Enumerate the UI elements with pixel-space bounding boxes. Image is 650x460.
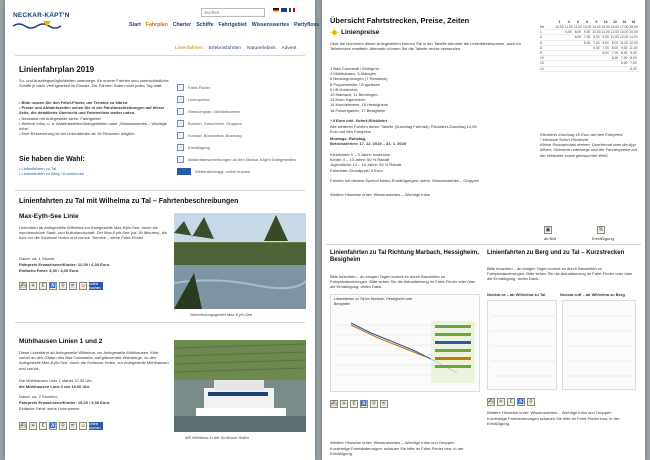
subnav-linienfahrten[interactable]: Linienfahrten bbox=[175, 46, 203, 51]
trip1-dauer: Dauer: ca. 1 Stunde bbox=[19, 256, 55, 261]
ticket-icon bbox=[177, 120, 184, 127]
table-cell bbox=[601, 56, 610, 60]
stop-item: 4 Mühlhausen, 5 Aldingen bbox=[330, 71, 377, 77]
berg-chart bbox=[563, 301, 637, 391]
logo[interactable] bbox=[13, 12, 70, 32]
table-note2: * inklusive Sofort-Rückfahrt bbox=[540, 136, 589, 142]
table-cell bbox=[564, 41, 573, 45]
table-cell: 12,00 bbox=[573, 25, 583, 29]
ship-icon[interactable]: ⛴ bbox=[19, 283, 27, 289]
table-note1: Rückfahrt Zuschlag 10 Euro auf den Fahrpreis! bbox=[540, 131, 624, 137]
col1-route-diagram bbox=[330, 294, 480, 392]
table-cell bbox=[573, 46, 582, 50]
trip2-photo bbox=[174, 340, 306, 432]
divider bbox=[15, 55, 305, 56]
table-cell bbox=[583, 51, 592, 55]
wheelchair-icon[interactable]: ♿ bbox=[517, 399, 525, 405]
sidebar-item-abfahrt[interactable]: Abfahrtsbeschreibungen an den Neckar-Käpt'n Anlegestellen bbox=[177, 154, 307, 165]
table-cell: 11,00 bbox=[620, 40, 629, 45]
logo-wave-icon bbox=[13, 21, 61, 29]
left-page bbox=[5, 0, 320, 460]
choice-link-berg[interactable]: • Linienfahrten zu Berg / Kurzstrecke bbox=[19, 171, 169, 176]
trip2-text: Diese Linienfahrt ab Anlegestelle Wilhelma, zur Anlegestelle Mühlhausen, führt vorbei an den Gärten des Bad Cannstatts, naßglänzender Weinberge, zu den Anlegestelle Max-Eyth-See, durch die Schleuse Hofen, zur Anlegestelle Mühlhausen und zurück. bbox=[19, 350, 169, 371]
trip1-buchen-button[interactable]: online buchen bbox=[89, 282, 103, 290]
bike-icon[interactable]: ⚲ bbox=[59, 422, 67, 430]
route-chart bbox=[331, 295, 481, 393]
stop-item: 9 LB-Hoheneck bbox=[330, 86, 358, 92]
table-cell: 9,00 bbox=[602, 35, 609, 40]
ship-icon[interactable]: ⛴ bbox=[330, 401, 338, 407]
trip2-einfach: Einfache Fahrt: siehe Linienpreise bbox=[19, 406, 80, 411]
nav-wissenswertes[interactable]: Wissenswertes bbox=[251, 22, 290, 28]
nav-partyfloss[interactable]: Partyfloss bbox=[294, 22, 320, 28]
table-cell bbox=[573, 56, 582, 60]
nav-schiffe[interactable]: Schiffe bbox=[196, 22, 214, 28]
euro-icon[interactable]: € bbox=[39, 282, 47, 290]
table-cell bbox=[573, 61, 582, 65]
trip1-photo bbox=[174, 213, 306, 309]
anchor-icon bbox=[177, 156, 184, 163]
trip2-buchen-button[interactable]: online buchen bbox=[89, 422, 103, 430]
sun-icon[interactable]: ☀ bbox=[498, 399, 504, 405]
table-cell: 1 bbox=[540, 30, 542, 35]
table-cell: Hb bbox=[540, 25, 545, 29]
table-cell: 15,00 bbox=[601, 25, 610, 29]
sub-nav bbox=[175, 46, 296, 51]
table-cell: 8 bbox=[540, 45, 542, 50]
child-icon[interactable]: ☺ bbox=[80, 283, 86, 289]
trip1-icons bbox=[19, 282, 103, 290]
table-cell: 6,00 bbox=[565, 30, 572, 35]
table-cell: 7,00 bbox=[620, 56, 628, 61]
table-cell: 6,00 bbox=[583, 40, 591, 45]
table-cell: 6,00 bbox=[620, 61, 628, 66]
flag-de-icon[interactable] bbox=[273, 8, 279, 12]
table-cell bbox=[555, 35, 564, 39]
sun-icon[interactable]: ☀ bbox=[30, 283, 36, 289]
table-row bbox=[540, 67, 638, 72]
betrieb-text: Betriebsferien: 17. 12. 2019 – 31. 1. 2020 bbox=[330, 141, 407, 146]
food-icon[interactable]: ☕ bbox=[69, 283, 77, 289]
table-cell: 8,00 bbox=[611, 45, 619, 50]
jugend-text: Jugendliche 14 – 16 Jahre: 30 % Rabatt bbox=[330, 162, 402, 167]
ship-icon[interactable]: ⛴ bbox=[19, 423, 27, 429]
kinder-text: Kleinkinder 0 – 3 Jahre: kostenlos bbox=[330, 152, 391, 157]
table-cell bbox=[564, 56, 573, 60]
fahrrad-text: Fahrräder-Grundpreis: 3 Euro bbox=[330, 168, 383, 173]
bike-icon[interactable]: ⚲ bbox=[59, 282, 67, 290]
trip2-caption: MS Wilhelma in der Schleuse Hofen bbox=[185, 435, 249, 440]
table-cell: 12,00 bbox=[629, 40, 638, 45]
table-cell: 6 bbox=[540, 40, 542, 45]
euro-icon[interactable]: € bbox=[350, 400, 358, 408]
table-cell: 11,00 bbox=[564, 25, 573, 29]
table-body bbox=[540, 25, 638, 72]
table-cell: 13 bbox=[540, 61, 544, 66]
child-icon[interactable]: ☺ bbox=[80, 423, 86, 429]
table-cell: 7,00 bbox=[630, 61, 637, 66]
col1-kurz: Kurzfristige Fahrtänderungen: schauen Sie bitte im Fahrt-Finder bzw. in der Ermäßigung. bbox=[330, 446, 464, 457]
bike-icon[interactable]: ⚲ bbox=[370, 400, 378, 408]
stop-item: 13 Klein Ingersheim bbox=[330, 97, 366, 103]
page-title: Linienfahrplan 2019 bbox=[19, 65, 95, 74]
nav-start[interactable]: Start bbox=[129, 22, 141, 28]
subnav-naturerlebnis[interactable]: Naturerlebnis bbox=[247, 46, 276, 51]
trip1-text: Linienfahrt ab Anlegestelle Wilhelma zur Anlegestelle Max-Eyth-See, durch die wunderschöne Stadt- und Kulturlandschaft. Der Max-Eyth-See (ca. 30 Minuten), bis kurz vor die Schleuse Hofen und zurück. Termine – siehe Fahrt-Finder bbox=[19, 225, 167, 241]
table-cell bbox=[555, 67, 564, 71]
table-cell bbox=[573, 67, 582, 71]
table-cell bbox=[564, 67, 573, 71]
table-cell bbox=[583, 67, 592, 71]
col2-label1: Neckar-ra – ab Wilhelma zu Tal bbox=[487, 292, 546, 297]
table-cell bbox=[573, 41, 582, 45]
table-cell bbox=[592, 61, 601, 65]
table-cell: 10,00 bbox=[592, 30, 601, 35]
table-cell: 8,00 bbox=[620, 50, 628, 55]
table-header: 1 4 6 8 9 10 13 14 16 bbox=[558, 20, 636, 24]
trip1-title: Max-Eyth-See Linie bbox=[19, 213, 79, 220]
trip1-caption: Naherholungsgebiet Max-Eyth-See bbox=[190, 312, 253, 317]
discount-icon bbox=[177, 144, 184, 151]
ermaessigung-icon[interactable]: % bbox=[598, 227, 604, 233]
trip1-einfach: Einfache Fahrt: 8,00 / 4,00 Euro bbox=[19, 268, 79, 273]
sun-icon[interactable]: ☀ bbox=[30, 423, 36, 429]
col2-diagram-tal bbox=[487, 300, 557, 390]
stop-list bbox=[330, 66, 430, 113]
table-cell: 6,00 bbox=[611, 56, 619, 61]
stop-item: 6 Neckargröningen (7 Remseck) bbox=[330, 76, 388, 82]
sun-icon[interactable]: ☀ bbox=[341, 401, 347, 407]
nav-charter[interactable]: Charter bbox=[172, 22, 192, 28]
trip2-dauer: Dauer: ca. 2 Stunden, bbox=[19, 394, 58, 399]
table-cell: 12,00 bbox=[610, 30, 620, 35]
euro-icon[interactable]: € bbox=[39, 422, 47, 430]
table-cell: 9,00 bbox=[630, 50, 637, 55]
table-cell: 9,00 bbox=[620, 45, 628, 50]
table-cell: 16,00 bbox=[610, 25, 620, 29]
table-cell: 7,00 bbox=[602, 45, 609, 50]
table-cell: 7,00 bbox=[583, 35, 591, 40]
wheelchair-icon[interactable]: ♿ bbox=[360, 401, 368, 407]
sidebar-item-linienpreise[interactable]: Linienpreise bbox=[177, 94, 307, 105]
logo-text: NECKAR-KÄPT'N bbox=[13, 12, 70, 19]
nav-fahrtgebiet[interactable]: Fahrtgebiet bbox=[218, 22, 247, 28]
tal-chart bbox=[488, 301, 558, 391]
sidebar-item-online-buchen[interactable]: Wetterabhängig: online buchen bbox=[177, 166, 307, 177]
table-cell bbox=[601, 61, 610, 65]
col1-weitere: Weitere Hinweise unter: Wissenswertes – Wichtige Infos und Gruppen bbox=[330, 440, 455, 445]
sidebar-item-ermaessigung[interactable]: Ermäßigung bbox=[177, 142, 307, 153]
table-cell: 4 bbox=[540, 35, 542, 40]
col2-icons bbox=[487, 398, 535, 406]
table-cell bbox=[592, 56, 601, 60]
wheelchair-icon[interactable]: ♿ bbox=[49, 283, 57, 289]
weitere-text: Weitere Hinweise unter: Wissenswertes – Wichtige Infos bbox=[330, 192, 430, 197]
col2-label2: Neckar-ruff – ab Wilhelma zu Berg bbox=[560, 292, 625, 297]
wheelchair-icon[interactable]: ♿ bbox=[49, 423, 57, 429]
col2-text: Bitte beachten – an einigen Tagen kommt es durch Baustellen zu Fahrplanänderungen. Bitte sehen Sie die Aktualisierung im Fahrt-Finder oder über die Ermäßigung, vielen Dank. bbox=[487, 266, 633, 282]
table-cell bbox=[555, 61, 564, 65]
table-cell bbox=[564, 46, 573, 50]
ship-icon[interactable]: ⛴ bbox=[487, 399, 495, 405]
table-cell: 6,00 bbox=[630, 66, 637, 71]
table-cell: 8,00 bbox=[630, 56, 637, 61]
table-cell: 13,00 bbox=[583, 25, 592, 29]
ab-bild-label: ab Bild bbox=[544, 236, 557, 241]
table-cell: 17,00 bbox=[620, 25, 629, 29]
buchen-button[interactable] bbox=[177, 168, 191, 175]
table-cell: 10 bbox=[540, 56, 544, 61]
table-cell: 15,00 bbox=[629, 30, 638, 35]
table-cell bbox=[620, 67, 629, 71]
subnav-advent[interactable]: Advent bbox=[281, 46, 297, 51]
overview-title: Übersicht Fahrtstrecken, Preise, Zeiten bbox=[330, 16, 470, 25]
col1-title: Linienfahrten zu Tal Richtung Marbach, Hessigheim, Besigheim bbox=[330, 250, 479, 263]
table-cell bbox=[555, 51, 564, 55]
table-cell: 6,00 bbox=[602, 50, 609, 55]
col2-weitere: Weitere Hinweise unter: Wissenswertes – Wichtige Infos und Gruppen bbox=[487, 410, 612, 415]
flag-fr-icon[interactable] bbox=[289, 8, 295, 12]
divider bbox=[15, 190, 305, 191]
table-cell: 8,00 bbox=[574, 30, 582, 35]
intro-text: Zu- und Ausstiegsmöglichkeiten unterwegs: für unsere Fahrten sind unterschiedliche Schiffe je nach Verfügbarkeit im Einsatz. Die Fahrten finden nicht jeden Tag statt. bbox=[19, 78, 169, 89]
ermaessigung-label: Ermäßigung bbox=[592, 236, 614, 241]
divider bbox=[326, 244, 641, 245]
search-input[interactable] bbox=[201, 8, 265, 17]
table-cell: 14,00 bbox=[592, 25, 601, 29]
contact-icon bbox=[177, 132, 184, 139]
euro-icon bbox=[177, 96, 184, 103]
table-cell bbox=[564, 61, 573, 65]
nav-fahrplan[interactable]: Fahrplan bbox=[145, 22, 168, 28]
table-cell: 18,00 bbox=[629, 25, 638, 29]
flag-en-icon[interactable] bbox=[281, 8, 287, 12]
info-item: • Weitere Infos, u. a. Abfahrtsstellen/Anlegestellen unter „Wissenswertes – Wichtige Infos“ bbox=[19, 121, 171, 131]
section-title: Linienfahrten zu Tal mit Wilhelma zu Tal – Fahrtenbeschreibungen bbox=[19, 198, 239, 205]
info-item: • Eine Reservierung ist bei Linienfahrten ab 15 Personen möglich. bbox=[19, 131, 171, 136]
table-cell: 12,00 bbox=[620, 35, 629, 40]
bike-icon[interactable]: ⚲ bbox=[527, 398, 535, 406]
stop-item: 8 Poppenweiler / Zugwiesen bbox=[330, 81, 381, 87]
stop-item: 10 Marbach, 11 Benningen bbox=[330, 92, 378, 98]
food-icon[interactable]: ☕ bbox=[69, 423, 77, 429]
table-cell bbox=[583, 61, 592, 65]
ab-bild-icon[interactable]: ▣ bbox=[545, 227, 551, 233]
table-cell: 7,00 bbox=[611, 50, 619, 55]
table-cell: 6,00 bbox=[593, 45, 600, 50]
col2-diagram-berg bbox=[562, 300, 636, 390]
table-cell bbox=[555, 30, 564, 34]
fahrrad-hint: * 4 Euro inkl. Sofort-Rückfahrt bbox=[330, 118, 388, 123]
trip1-preise: Fahrpreis Erwachsene/Kinder: 12,00 / 6,00 Euro. bbox=[19, 262, 111, 267]
table-cell: 9,00 bbox=[611, 40, 619, 45]
table-cell: 8,00 bbox=[602, 40, 609, 45]
euro-icon[interactable]: € bbox=[507, 398, 515, 406]
sidebar-item-fahrt-finder[interactable]: Fahrt-Finder bbox=[177, 82, 307, 93]
table-cell: 9,00 bbox=[583, 30, 591, 35]
stop-item: 1 Bad-Cannstatt / Mühlgrün bbox=[330, 66, 379, 71]
table-cell bbox=[573, 51, 582, 55]
info-item: • Bitte nutzen Sie den Fahrt-Finder, um Termine zu klären. bbox=[19, 100, 171, 105]
info-item: • Neckartal mit Anlegestelle siehe: Fahrtgebiet bbox=[19, 116, 171, 121]
col2-title: Linienfahrten zu Berg und zu Tal – Kurzstrecken bbox=[487, 250, 625, 256]
table-cell bbox=[583, 56, 592, 60]
table-cell: 6,00 bbox=[574, 35, 582, 40]
table-cell bbox=[601, 67, 610, 71]
ship-illustration bbox=[174, 340, 306, 432]
table-cell bbox=[555, 41, 564, 45]
table-cell bbox=[592, 67, 601, 71]
trip2-title: Mühlhausen Linien 1 und 2 bbox=[19, 338, 103, 345]
kinder2-text: Kinder 4 – 13 Jahre: 50 % Rabatt bbox=[330, 157, 390, 162]
table-cell: 10,00 bbox=[555, 25, 564, 29]
right-page bbox=[322, 0, 645, 460]
table-cell: 7,00 bbox=[593, 40, 600, 45]
table-cell bbox=[592, 51, 601, 55]
table-cell bbox=[564, 35, 573, 39]
choice-link-tal[interactable]: • Linienfahrten zu Tal bbox=[19, 166, 169, 171]
choice-title: Sie haben die Wahl: bbox=[19, 156, 85, 163]
table-cell: 11,00 bbox=[629, 45, 638, 50]
preise-intro: Über die Nummern dieser Anlegestellen können Sie in der Tabelle darunter die Linienfahrtenpreise, auch für Teilstrecken ermitteln. Alternativ können Sie die Tabelle rechts verwenden. bbox=[330, 41, 521, 52]
sun-icon bbox=[330, 28, 339, 37]
table-cell bbox=[555, 56, 564, 60]
table-note3: Kleine Smartphones drehen: Querformat oder die App öffnen, Übersicht unterwegs und der Fahrtenpreise auf der Webseite sowie gebrauchter Weiß. bbox=[540, 142, 637, 158]
lake-illustration bbox=[174, 213, 306, 309]
info-item: • Preise und Abfahrtszeiten sehen Sie in der Fahrtbeschreibungen auf dieser Seite, die detaillierte Übersicht und Fahrtenliste weiter unten. bbox=[19, 105, 171, 115]
table-cell bbox=[583, 46, 592, 50]
sidebar-links bbox=[177, 82, 307, 178]
finder-icon bbox=[177, 84, 184, 91]
col2-kurz: Kurzfristige Fahrtänderungen schauen Sie bitte im Fahrt-Finder bzw. in der Ermäßigung. bbox=[487, 416, 620, 427]
stop-item: 16 Felsengarten, 17 Besigheim bbox=[330, 107, 386, 113]
table-cell: 11,00 bbox=[601, 30, 610, 35]
symbol-text: Fahrten mit diesem Symbol bieten Ermäßigungen; siehe: Wissenswertes – Gruppen bbox=[330, 178, 479, 183]
stop-item: 14 Mundelsheim, 15 Hessigheim bbox=[330, 102, 389, 108]
subnav-erlebnisfahrten[interactable]: Erlebnisfahrten bbox=[208, 46, 242, 51]
montags-text: Montags: Ruhetag, bbox=[330, 136, 366, 141]
trip2-icons bbox=[19, 422, 103, 430]
language-flags bbox=[273, 8, 305, 12]
fahrrad-text: Alle weiteren Fahrten dieser Tabelle (Zuschlag Fahrrad): Rückfahrt-Zuschlag 10,00 Euro auf den Fahrpreis bbox=[330, 124, 477, 135]
main-nav bbox=[129, 22, 319, 28]
table-cell: 14,00 bbox=[629, 35, 638, 40]
trip2-linie1: Die Mühlhausen Linie 1 startet 12.30 Uhr, bbox=[19, 378, 93, 383]
diagram-title: Linienfahrten zu Tal bis Marbach, Hessigheim oder Besigheim bbox=[334, 297, 413, 307]
table-cell bbox=[610, 61, 619, 65]
table-cell: 11,00 bbox=[610, 35, 619, 40]
price-table bbox=[540, 20, 638, 158]
sidebar-item-kontakt[interactable]: Kontakt, Bonusinfos, Buchung bbox=[177, 130, 307, 141]
table-cell: 8,00 bbox=[593, 35, 600, 40]
info-list bbox=[19, 100, 171, 136]
col1-text: Bitte beachten – an einigen Tagen kommt es durch Baustellen zu Fahrplanänderungen. Bitte sehen Sie die Aktualisierung im Fahrt-Finder oder über die Ermäßigung, vielen Dank. bbox=[330, 274, 476, 290]
table-cell bbox=[555, 46, 564, 50]
choice-list bbox=[19, 166, 169, 176]
divider bbox=[15, 322, 305, 323]
map-icon bbox=[177, 108, 184, 115]
table-cell bbox=[564, 51, 573, 55]
trip2-preise: Fahrpreis Erwachsene/Kinder: 19,00 / 9,50 Euro. bbox=[19, 400, 111, 405]
trip2-linie2: die Mühlhausen Linie 2 um 15.00 Uhr. bbox=[19, 384, 91, 389]
table-cell: 14,00 bbox=[620, 30, 629, 35]
sidebar-item-streckenplan[interactable]: Streckenplan / Abfahrtszeiten bbox=[177, 106, 307, 117]
linienpreise-title: Linienpreise bbox=[341, 29, 380, 36]
sidebar-item-buchen[interactable]: Buchen, Gutscheine, Gruppen bbox=[177, 118, 307, 129]
table-cell bbox=[610, 67, 619, 71]
food-icon[interactable]: ☕ bbox=[380, 401, 388, 407]
col1-icons bbox=[330, 400, 388, 408]
table-cell: 14 bbox=[540, 66, 544, 71]
table-cell: 9 bbox=[540, 50, 542, 55]
